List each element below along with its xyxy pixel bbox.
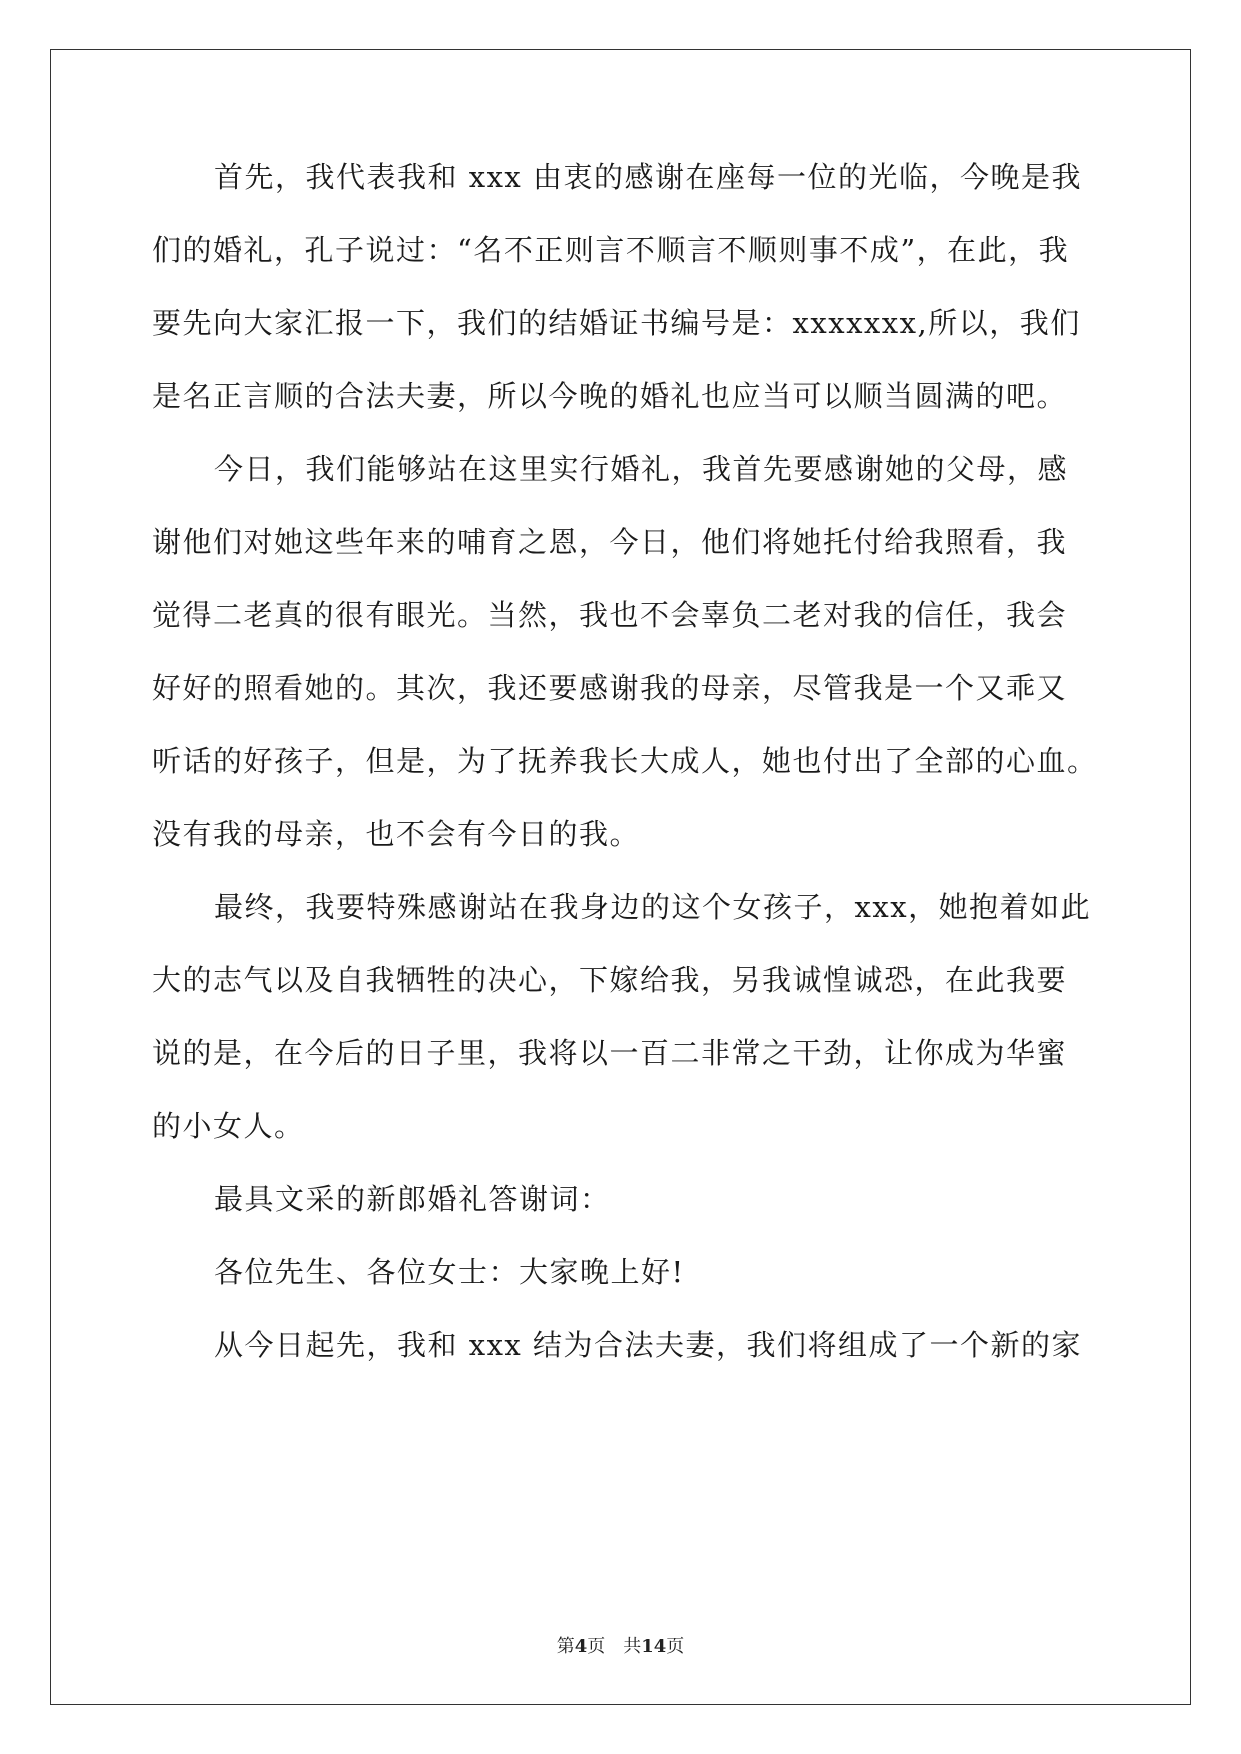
- paragraph-2-line-3: 觉得二老真的很有眼光。当然，我也不会辜负二老对我的信任，我会: [152, 598, 1068, 632]
- current-page-number: 4: [574, 1636, 588, 1657]
- total-suffix: 页: [666, 1636, 685, 1657]
- page-suffix: 页: [587, 1636, 606, 1657]
- paragraph-2-line-5: 听话的好孩子，但是，为了抚养我长大成人，她也付出了全部的心血。: [152, 744, 1098, 778]
- total-pages-number: 14: [641, 1636, 667, 1657]
- paragraph-1-line-1: 首先，我代表我和 xxx 由衷的感谢在座每一位的光临，今晚是我: [214, 160, 1083, 194]
- paragraph-1-line-3: 要先向大家汇报一下，我们的结婚证书编号是：xxxxxxx,所以，我们: [152, 306, 1081, 340]
- paragraph-2-line-2: 谢他们对她这些年来的哺育之恩，今日，他们将她托付给我照看，我: [152, 525, 1068, 559]
- paragraph-3-line-3: 说的是，在今后的日子里，我将以一百二非常之干劲，让你成为华蜜: [152, 1036, 1068, 1070]
- paragraph-2-line-1: 今日，我们能够站在这里实行婚礼，我首先要感谢她的父母，感: [214, 452, 1069, 486]
- paragraph-1-line-2: 们的婚礼，孔子说过：“名不正则言不顺言不顺则事不成”，在此，我: [152, 233, 1070, 267]
- page-frame: [50, 49, 1191, 1705]
- paragraph-2-line-4: 好好的照看她的。其次，我还要感谢我的母亲，尽管我是一个又乖又: [152, 671, 1068, 705]
- section-heading: 最具文采的新郎婚礼答谢词：: [214, 1182, 611, 1216]
- paragraph-1-line-4: 是名正言顺的合法夫妻，所以今晚的婚礼也应当可以顺当圆满的吧。: [152, 379, 1068, 413]
- paragraph-3-line-4: 的小女人。: [152, 1109, 305, 1143]
- paragraph-3-line-2: 大的志气以及自我牺牲的决心，下嫁给我，另我诚惶诚恐，在此我要: [152, 963, 1068, 997]
- paragraph-3-line-1: 最终，我要特殊感谢站在我身边的这个女孩子，xxx，她抱着如此: [214, 890, 1092, 924]
- page-prefix: 第: [556, 1636, 575, 1657]
- paragraph-2-line-6: 没有我的母亲，也不会有今日的我。: [152, 817, 641, 851]
- total-prefix: 共: [623, 1636, 642, 1657]
- paragraph-4-line-1: 从今日起先，我和 xxx 结为合法夫妻，我们将组成了一个新的家: [214, 1328, 1083, 1362]
- page-footer: [0, 1636, 1241, 1658]
- greeting-line: 各位先生、各位女士：大家晚上好!: [214, 1255, 685, 1289]
